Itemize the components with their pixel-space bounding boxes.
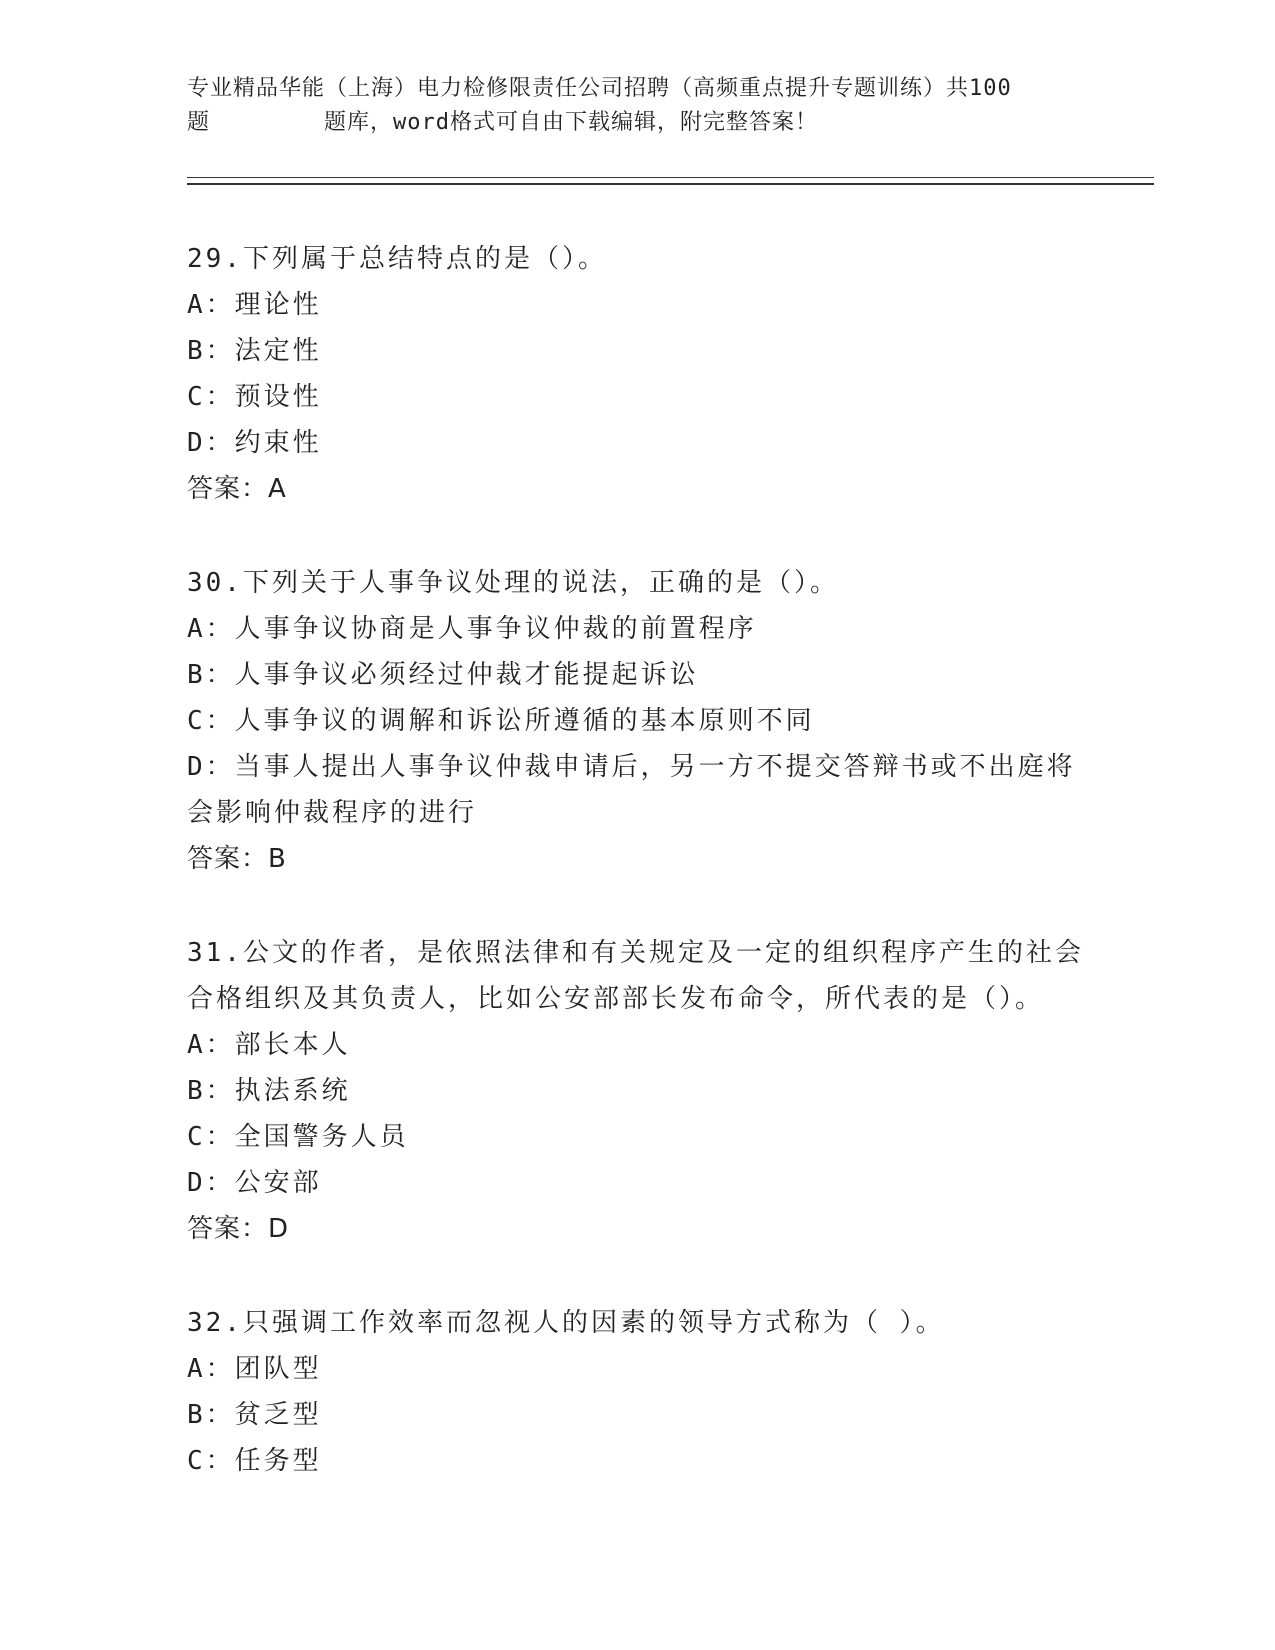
option-d: D：公安部 xyxy=(187,1168,322,1198)
document-header xyxy=(187,72,1087,140)
question-stem-continued: 合格组织及其负责人，比如公安部部长发布命令，所代表的是（）。 xyxy=(187,984,1045,1014)
option-a: A：团队型 xyxy=(187,1354,322,1384)
option-c: C：全国警务人员 xyxy=(187,1122,409,1152)
question-30 xyxy=(187,560,1087,882)
option-a: A：人事争议协商是人事争议仲裁的前置程序 xyxy=(187,614,757,644)
answer: 答案：B xyxy=(187,844,287,874)
option-b: B：法定性 xyxy=(187,336,322,366)
header-divider xyxy=(187,177,1154,185)
option-c: C：任务型 xyxy=(187,1446,322,1476)
option-d: D：当事人提出人事争议仲裁申请后，另一方不提交答辩书或不出庭将 xyxy=(187,752,1076,782)
answer: 答案：A xyxy=(187,474,287,504)
answer: 答案：D xyxy=(187,1214,290,1244)
question-stem: 29.下列属于总结特点的是（）。 xyxy=(187,244,607,274)
option-d: D：约束性 xyxy=(187,428,322,458)
header-title-line-1: 专业精品华能（上海）电力检修限责任公司招聘（高频重点提升专题训练）共100 xyxy=(187,76,1012,101)
option-b: B：人事争议必须经过仲裁才能提起诉讼 xyxy=(187,660,699,690)
question-list xyxy=(187,236,1087,1532)
question-31 xyxy=(187,930,1087,1252)
option-a: A：理论性 xyxy=(187,290,322,320)
question-32 xyxy=(187,1300,1087,1484)
header-title-line-2: 题 题库，word格式可自由下载编辑，附完整答案！ xyxy=(187,110,818,135)
question-stem: 32.只强调工作效率而忽视人的因素的领导方式称为（ ）。 xyxy=(187,1308,945,1338)
question-stem: 31.公文的作者，是依照法律和有关规定及一定的组织程序产生的社会 xyxy=(187,938,1084,968)
option-d-continued: 会影响仲裁程序的进行 xyxy=(187,798,478,828)
question-29 xyxy=(187,236,1087,512)
question-stem: 30.下列关于人事争议处理的说法，正确的是（）。 xyxy=(187,568,839,598)
option-a: A：部长本人 xyxy=(187,1030,351,1060)
option-b: B：贫乏型 xyxy=(187,1400,322,1430)
option-c: C：人事争议的调解和诉讼所遵循的基本原则不同 xyxy=(187,706,815,736)
option-b: B：执法系统 xyxy=(187,1076,351,1106)
option-c: C：预设性 xyxy=(187,382,322,412)
